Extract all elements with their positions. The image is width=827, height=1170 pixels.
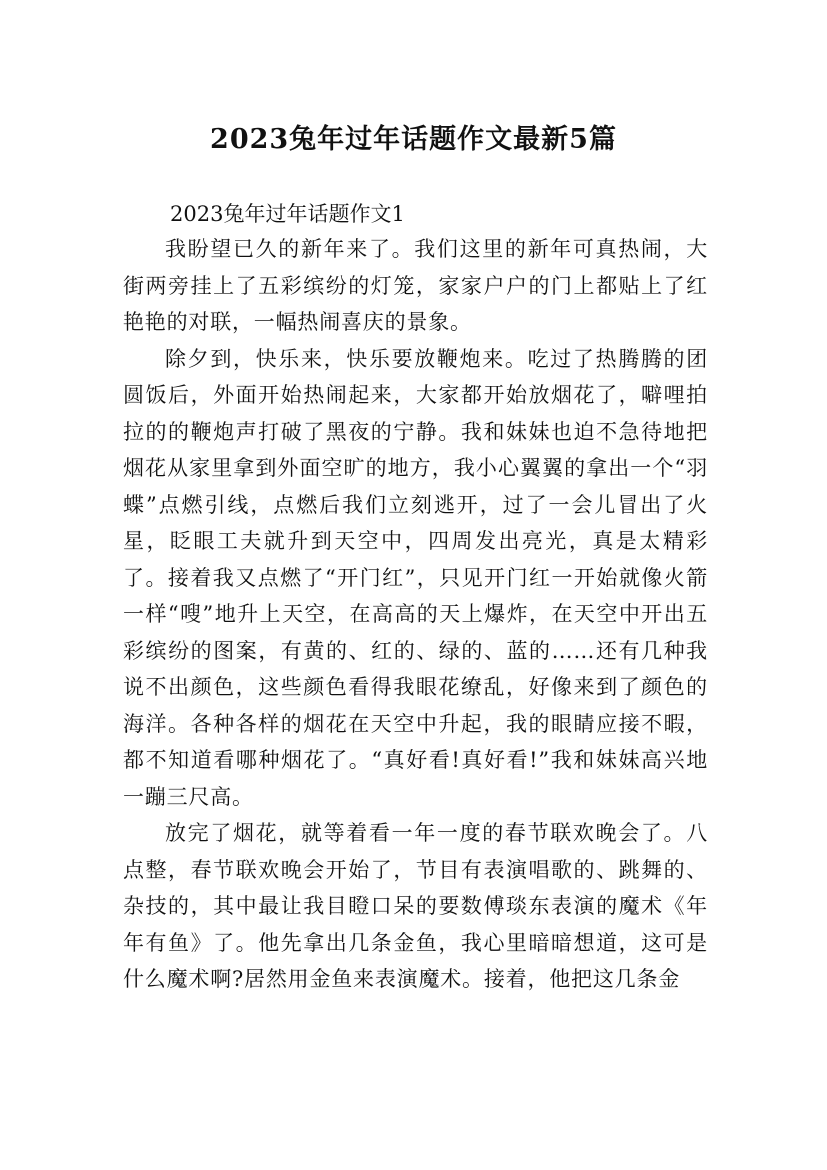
essay-paragraph-1: 我盼望已久的新年来了。我们这里的新年可真热闹，大街两旁挂上了五彩缤纷的灯笼，家家户户的门上都贴上了红艳艳的对联，一幅热闹喜庆的景象。 [123,237,708,334]
essay-paragraph-2: 除夕到，快乐来，快乐要放鞭炮来。吃过了热腾腾的团圆饭后，外面开始热闹起来，大家都开始放烟花了，噼哩拍拉的的鞭炮声打破了黑夜的宁静。我和妹妹也迫不急待地把烟花从家里拿到外面空旷的地方，我小心翼翼的拿出一个“羽蝶”点燃引线，点燃后我们立刻逃开，过了一会儿冒出了火星，眨眼工夫就升到天空中，四周发出亮光，真是太精彩了。接着我又点燃了“开门红”，只见开门红一开始就像火箭一样“嗖”地升上天空，在高高的天上爆炸，在天空中开出五彩缤纷的图案，有黄的、红的、绿的、蓝的……还有几种我说不出颜色，这些颜色看得我眼花缭乱，好像来到了颜色的海洋。各种各样的烟花在天空中升起，我的眼睛应接不暇，都不知道看哪种烟花了。“真好看!真好看!”我和妹妹高兴地一蹦三尺高。 [123,346,708,809]
document-title: 2023兔年过年话题作文最新5篇 [210,124,617,156]
essay-paragraph-3: 放完了烟花，就等着看一年一度的春节联欢晚会了。八点整，春节联欢晚会开始了，节目有表演唱歌的、跳舞的、杂技的，其中最让我目瞪口呆的要数傅琰东表演的魔术《年年有鱼》了。他先拿出几条金鱼，我心里暗暗想道，这可是什么魔术啊?居然用金鱼来表演魔术。接着，他把这几条金 [123,821,708,991]
essay-heading: 2023兔年过年话题作文1 [170,202,405,226]
essay-body [123,231,708,998]
